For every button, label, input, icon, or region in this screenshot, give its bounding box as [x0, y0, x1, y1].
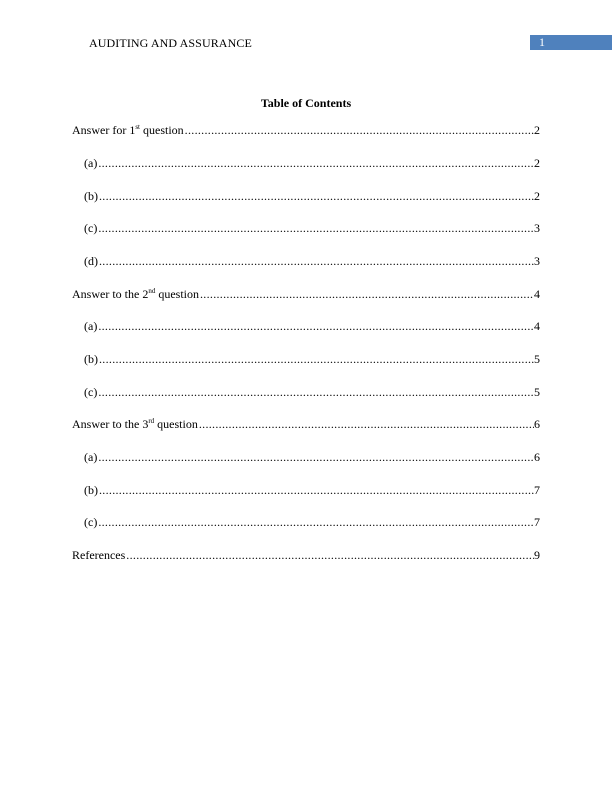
toc-entry-label: (b) — [84, 352, 98, 366]
toc-entry-1c[interactable] — [84, 220, 540, 236]
toc-entry-answer-1[interactable] — [72, 122, 540, 138]
toc-entry-label: (c) — [84, 515, 98, 529]
toc-dot-leader — [98, 318, 534, 334]
toc-dot-leader — [99, 482, 534, 498]
toc-entry-label: (a) — [84, 450, 98, 464]
toc-entry-page: 4 — [534, 319, 540, 333]
toc-entry-page: 9 — [534, 548, 540, 562]
toc-entry-label: (b) — [84, 189, 98, 203]
toc-entry-page: 2 — [534, 123, 540, 137]
toc-entry-label: (a) — [84, 156, 98, 170]
toc-entry-2c[interactable] — [84, 384, 540, 400]
toc-dot-leader — [98, 449, 534, 465]
toc-entry-page: 6 — [534, 417, 540, 431]
toc-entry-label: Answer to the 3rd question — [72, 417, 198, 431]
toc-entry-label: Answer for 1st question — [72, 123, 184, 137]
toc-entry-page: 6 — [534, 450, 540, 464]
toc-entry-label: Answer to the 2nd question — [72, 287, 199, 301]
toc-entry-page: 7 — [534, 483, 540, 497]
toc-dot-leader — [98, 220, 534, 236]
toc-entry-answer-3[interactable] — [72, 416, 540, 432]
toc-dot-leader — [99, 253, 534, 269]
toc-entry-3c[interactable] — [84, 514, 540, 530]
toc-heading: Table of Contents — [260, 96, 352, 110]
toc-entry-2b[interactable] — [84, 351, 540, 367]
toc-entry-page: 4 — [534, 287, 540, 301]
toc-entry-label: (d) — [84, 254, 98, 268]
toc-dot-leader — [200, 286, 534, 302]
toc-dot-leader — [98, 514, 534, 530]
toc-entry-answer-2[interactable] — [72, 286, 540, 302]
toc-entry-1d[interactable] — [84, 253, 540, 269]
toc-entry-3b[interactable] — [84, 482, 540, 498]
toc-entry-label: References — [72, 548, 126, 562]
toc-entry-label: (c) — [84, 221, 98, 235]
toc-dot-leader — [98, 155, 534, 171]
toc-dot-leader — [185, 122, 534, 138]
toc-dot-leader — [98, 384, 534, 400]
toc-entry-page: 5 — [534, 385, 540, 399]
toc-dot-leader — [199, 416, 534, 432]
toc-entry-page: 2 — [534, 156, 540, 170]
running-header-title: AUDITING AND ASSURANCE — [89, 36, 252, 50]
toc-dot-leader — [99, 188, 534, 204]
toc-dot-leader — [126, 547, 534, 563]
toc-entry-3a[interactable] — [84, 449, 540, 465]
toc-entry-page: 5 — [534, 352, 540, 366]
toc-entry-references[interactable] — [72, 547, 540, 563]
toc-entry-1a[interactable] — [84, 155, 540, 171]
toc-entry-page: 3 — [534, 221, 540, 235]
toc-entry-1b[interactable] — [84, 188, 540, 204]
toc-dot-leader — [99, 351, 534, 367]
toc-entry-page: 7 — [534, 515, 540, 529]
page-number-badge: 1 — [530, 35, 612, 50]
toc-entry-page: 3 — [534, 254, 540, 268]
toc-entry-page: 2 — [534, 189, 540, 203]
toc-entry-label: (b) — [84, 483, 98, 497]
toc-entry-label: (c) — [84, 385, 98, 399]
toc-entry-label: (a) — [84, 319, 98, 333]
toc-entry-2a[interactable] — [84, 318, 540, 334]
